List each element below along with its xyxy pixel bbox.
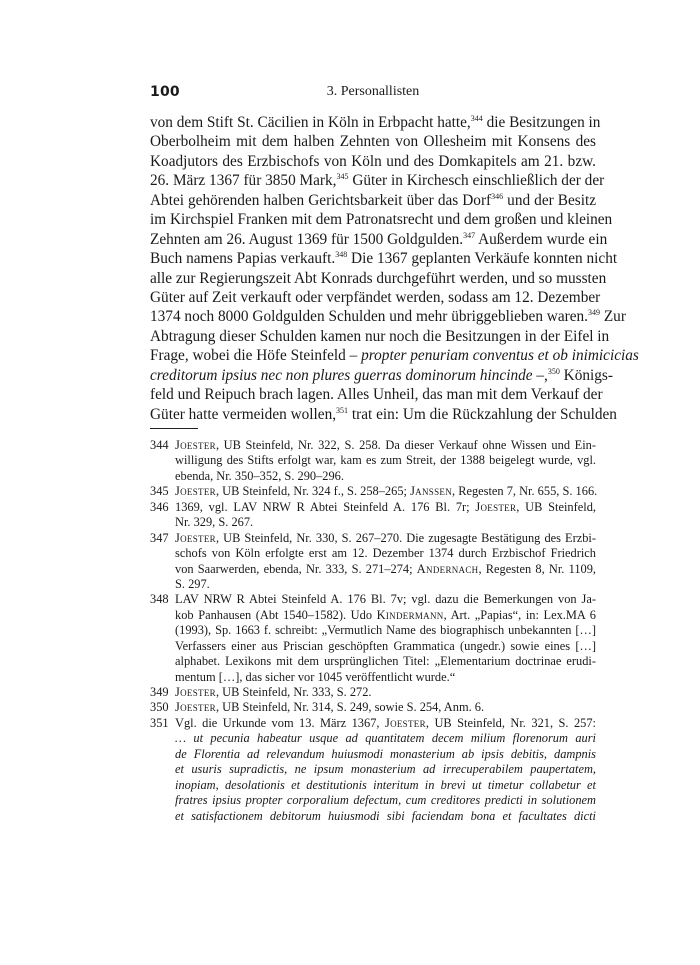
footnote-line: schofs von Köln erfolgte erst am 12. Dezember 1374 durch Erzbischof Friedrich xyxy=(175,546,596,561)
footnote-line: inopiam, desolationis et destitutionis interitum in brevi ut timetur collabetur et xyxy=(175,777,596,792)
body-line: Zehnten am 26. August 1369 für 1500 Goldgulden.$^{347}$ Außerdem wurde ein xyxy=(150,230,608,248)
footnote-number: 348 xyxy=(150,592,169,607)
footnote-line: mentum […], das sicher vor 1045 veröffentlicht wurde.“ xyxy=(175,669,456,684)
footnote-line: von Saarwerden, ebenda, Nr. 333, S. 271–274; Andernach, Regesten 8, Nr. 1109, xyxy=(175,561,597,576)
footnote-line: Vgl. die Urkunde vom 13. März 1367, Joester, UB Steinfeld, Nr. 321, S. 257: xyxy=(175,715,596,730)
footnote-line: Joester, UB Steinfeld, Nr. 324 f., S. 258–265; Janssen, Regesten 7, Nr. 655, S. 166. xyxy=(175,484,598,499)
footnote-350 xyxy=(150,700,596,715)
footnote-number: 350 xyxy=(150,700,169,715)
footnote-351 xyxy=(150,716,596,824)
footnote-line: Joester, UB Steinfeld, Nr. 314, S. 249, sowie S. 254, Anm. 6. xyxy=(175,700,485,715)
footnote-line: Nr. 329, S. 267. xyxy=(175,515,254,530)
footnote-line: LAV NRW R Abtei Steinfeld A. 176 Bl. 7v; vgl. dazu die Bemerkungen von Ja- xyxy=(175,592,596,607)
footnote-separator xyxy=(150,428,198,429)
body-line: Abtei gehörenden halben Gerichtsbarkeit über das Dorf$^{346}$ und der Besitz xyxy=(150,191,596,209)
body-line: Abtragung dieser Schulden kamen nur noch die Besitzungen in der Eifel in xyxy=(150,327,610,345)
body-line: Güter hatte vermeiden wollen,$^{351}$ trat ein: Um die Rückzahlung der Schulden xyxy=(150,405,617,423)
footnote-line: Joester, UB Steinfeld, Nr. 333, S. 272. xyxy=(175,685,372,699)
body-line: feld und Reipuch brach lagen. Alles Unheil, das man mit dem Verkauf der xyxy=(150,386,603,404)
footnote-line: (1993), Sp. 1663 f. schreibt: „Vermutlich Name des biographisch unbekannten […] xyxy=(175,623,596,638)
footnote-line: Joester, UB Steinfeld, Nr. 322, S. 258. Da dieser Verkauf ohne Wissen und Ein- xyxy=(175,438,596,452)
footnote-line: et usuris supradictis, ne ipsum monasterium ad irrecuperabilem paupertatem, xyxy=(175,762,596,777)
running-title: 3. Personallisten xyxy=(326,84,420,99)
footnote-line: de Florentia ad relevandum huiusmodi monasterium ab ipsis debitis, dampnis xyxy=(175,746,596,761)
body-line: von dem Stift St. Cäcilien in Köln in Erbpacht hatte,$^{344}$ die Besitzungen in xyxy=(150,114,601,131)
footnote-347 xyxy=(150,531,596,593)
footnote-348 xyxy=(150,592,596,685)
footnote-line: et satisfactionem debitorum huiusmodi sibi faciendam bona et facultates dicti xyxy=(175,808,596,823)
body-line: Oberbolheim mit dem halben Zehnten von Ollesheim mit Konsens des xyxy=(150,133,596,151)
body-line: Buch namens Papias verkauft.$^{348}$ Die 1367 geplanten Verkäufe konnten nicht xyxy=(150,250,618,268)
footnote-line: ebenda, Nr. 350–352, S. 290–296. xyxy=(175,468,344,483)
footnote-line: 1369, vgl. LAV NRW R Abtei Steinfeld A. 176 Bl. 7r; Joester, UB Steinfeld, xyxy=(175,499,596,514)
footnote-line: Verfassers einer aus Priscian geschöpften Grammatica (ungedr.) sowie eines […] xyxy=(175,638,596,653)
footnote-344 xyxy=(150,438,596,484)
footnote-345 xyxy=(150,484,596,499)
page-header xyxy=(150,84,596,104)
footnote-line: willigung des Stifts erfolgt war, kam es zum Streit, der 1388 beigelegt wurde, vgl. xyxy=(175,453,596,468)
body-line: Frage, wobei die Höfe Steinfeld – propter penuriam conventus et ob inimicicias xyxy=(150,347,639,365)
body-line: alle zur Regierungszeit Abt Konrads durchgeführt werden, und so mussten xyxy=(150,269,607,287)
footnotes xyxy=(150,438,596,824)
page-number: 100 xyxy=(150,84,180,100)
footnote-number: 345 xyxy=(150,484,169,499)
footnote-line: fratres ipsius propter corporalium defectum, cum creditores predicti in solutionem xyxy=(175,793,596,808)
footnote-line: S. 297. xyxy=(175,576,210,591)
body-line: im Kirchspiel Franken mit dem Patronatsrecht und dem großen und kleinen xyxy=(150,211,613,229)
body-line: 1374 noch 8000 Goldgulden Schulden und mehr übriggeblieben waren.$^{349}$ Zur xyxy=(150,308,626,326)
footnote-line: alphabet. Lexikons mit dem ursprünglichen Titel: „Elementarium doctrinae erudi- xyxy=(175,654,596,669)
body-line: Koadjutors des Erzbischofs von Köln und des Domkapitels am 21. bzw. xyxy=(150,152,596,170)
footnote-number: 346 xyxy=(150,499,169,514)
body-line: 26. März 1367 für 3850 Mark,$^{345}$ Güter in Kirchesch einschließlich der der xyxy=(150,172,605,190)
footnote-line: kob Panhausen (Abt 1540–1582). Udo Kindermann, Art. „Papias“, in: Lex.MA 6 xyxy=(175,607,596,622)
footnote-number: 344 xyxy=(150,438,169,452)
footnote-number: 351 xyxy=(150,715,169,730)
body-text xyxy=(150,113,639,424)
body-line: creditorum ipsius nec non plures guerras dominorum hincinde –,$^{350}$ Königs- xyxy=(150,366,613,384)
footnote-349 xyxy=(150,685,596,700)
body-line: Güter auf Zeit verkauft oder verpfändet werden, sodass am 12. Dezember xyxy=(150,288,601,306)
footnote-346 xyxy=(150,500,596,531)
footnote-line: Joester, UB Steinfeld, Nr. 330, S. 267–270. Die zugesagte Bestätigung des Erzbi- xyxy=(175,530,596,545)
footnote-number: 347 xyxy=(150,530,169,545)
footnote-line: … ut pecunia habeatur usque ad quantitatem decem milium florenorum auri xyxy=(175,731,596,746)
footnote-number: 349 xyxy=(150,685,169,699)
